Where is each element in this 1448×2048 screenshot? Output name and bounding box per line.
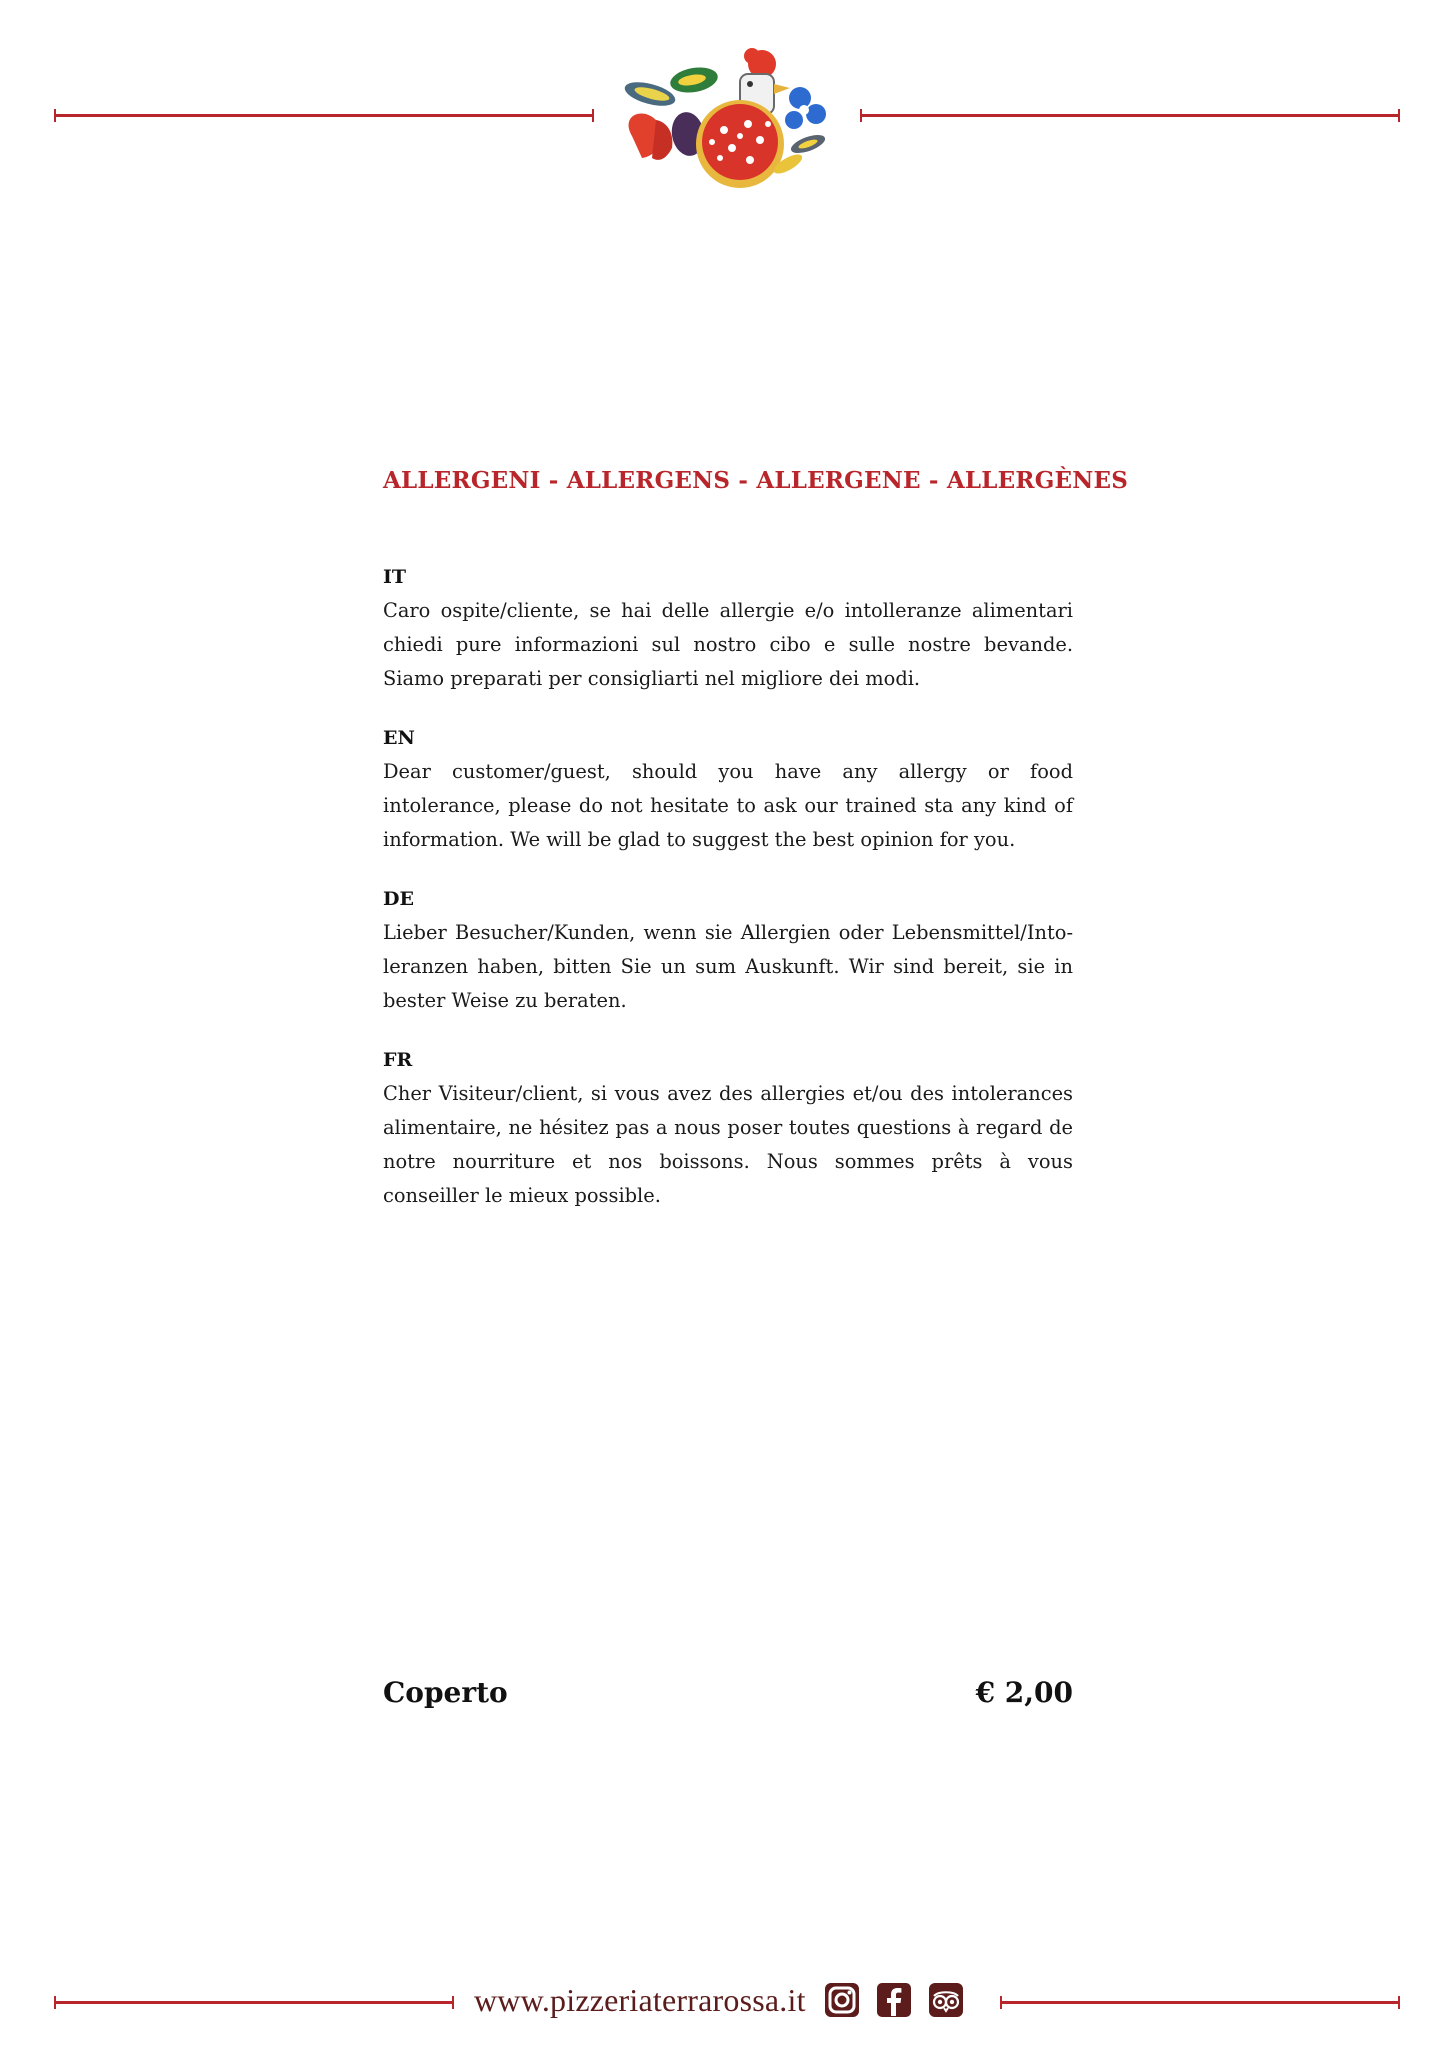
tripadvisor-icon[interactable] (928, 1982, 964, 2018)
allergen-text: Cher Visiteur/client, si vous avez des allergies et/ou des intolerances alimentaire, ne hésitez pas a nous poser toutes questions à regard de notre nourriture et nos boissons. Nous sommes prêts à vous conseiller le mieux possible. (383, 1082, 1073, 1207)
cover-charge-label: Coperto (383, 1675, 508, 1709)
cover-charge-price: € 2,00 (975, 1675, 1073, 1709)
footer-divider-left (54, 2001, 454, 2004)
website-link[interactable]: www.pizzeriaterrarossa.it (474, 1981, 806, 2018)
header-divider-right (860, 114, 1400, 117)
footer-divider-right (1000, 2001, 1400, 2004)
instagram-icon[interactable] (824, 1982, 860, 2018)
facebook-icon[interactable] (876, 1982, 912, 2018)
allergen-text: Lieber Besucher/Kunden, wenn sie Allergien oder Lebensmittel/Into-leranzen haben, bitten Sie un sum Auskunft. Wir sind bereit, sie in bester Weise zu beraten. (383, 921, 1073, 1012)
allergen-text: Caro ospite/cliente, se hai delle allergie e/o intolleranze alimentari chiedi pure informazioni sul nostro cibo e sulle nostre bevande. Siamo preparati per consigliarti nel migliore dei modi. (383, 599, 1073, 690)
pizzeria-logo (612, 36, 842, 196)
allergen-text: Dear customer/guest, should you have any allergy or food intolerance, please do not hesitate to ask our trained sta any kind of information. We will be glad to suggest the best opinion for you. (383, 760, 1073, 851)
allergen-section-it (383, 560, 1073, 696)
allergen-section-en (383, 721, 1073, 857)
language-code: FR (383, 1049, 413, 1071)
allergen-section-fr (383, 1043, 1073, 1213)
language-code: EN (383, 727, 415, 749)
language-code: DE (383, 888, 414, 910)
header-divider-left (54, 114, 594, 117)
page-title: ALLERGENI - ALLERGENS - ALLERGENE - ALLERGÈNES (383, 467, 1129, 494)
allergen-section-de (383, 882, 1073, 1018)
language-code: IT (383, 566, 407, 588)
cover-charge-row (383, 1672, 1073, 1712)
footer (474, 1975, 964, 2025)
